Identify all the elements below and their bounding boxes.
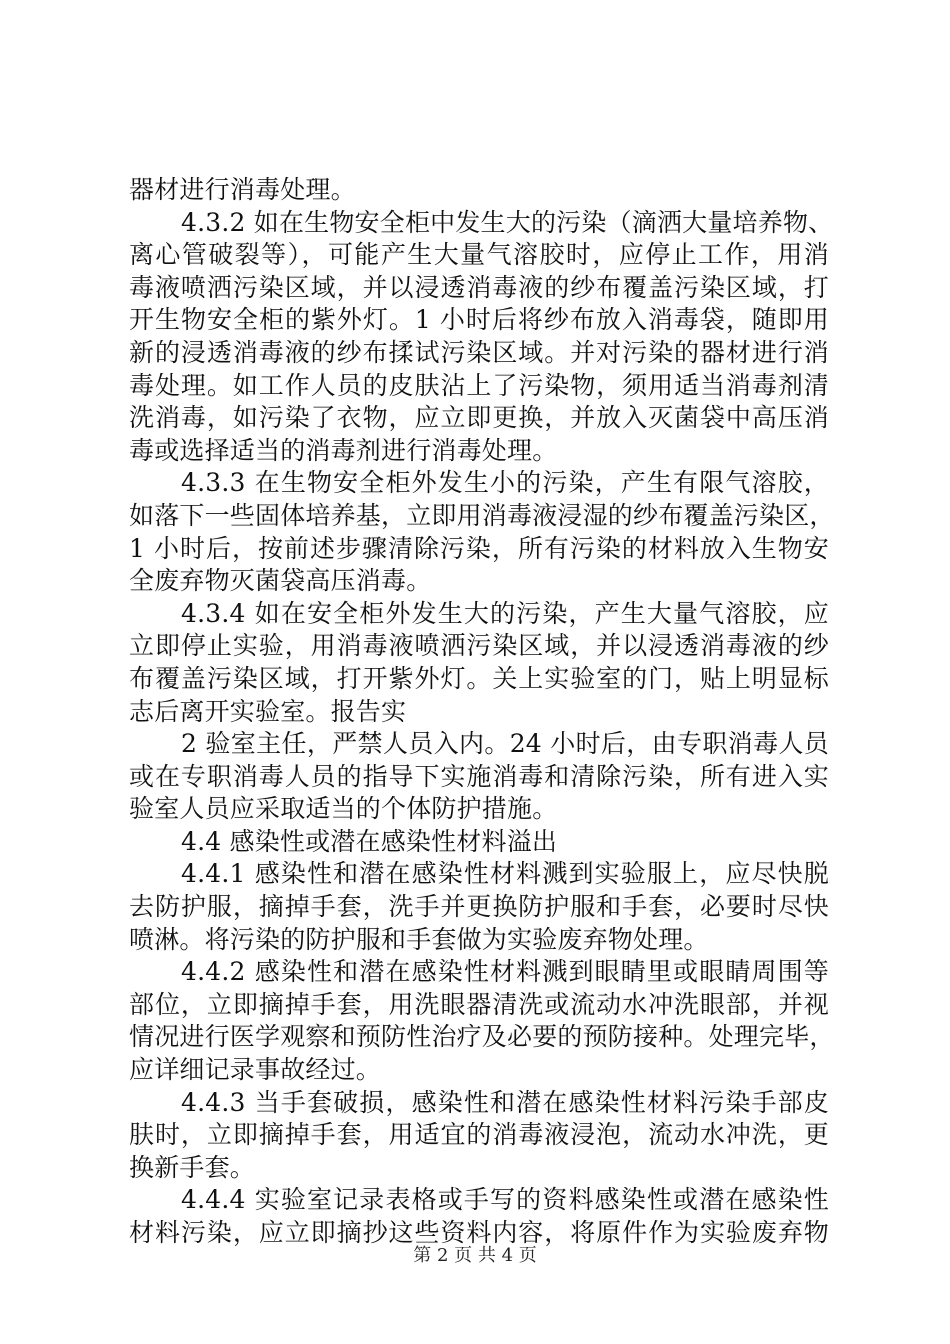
text-line: 4.4 感染性或潜在感染性材料溢出 — [181, 826, 558, 856]
text-line: 情况进行医学观察和预防性治疗及必要的预防接种。处理完毕， — [129, 1022, 835, 1052]
text-line: 验室人员应采取适当的个体防护措施。 — [129, 794, 558, 824]
text-line: 喷淋。将污染的防护服和手套做为实验废弃物处理。 — [129, 924, 709, 954]
text-line: 毒或选择适当的消毒剂进行消毒处理。 — [129, 435, 558, 465]
text-line: 毒液喷洒污染区域，并以浸透消毒液的纱布覆盖污染区域，打 — [129, 272, 829, 302]
text-line: 4.4.2 感染性和潜在感染性材料溅到眼睛里或眼睛周围等 — [181, 957, 829, 987]
text-line: 4.4.4 实验室记录表格或手写的资料感染性或潜在感染性 — [181, 1185, 829, 1215]
text-line: 如落下一些固体培养基，立即用消毒液浸湿的纱布覆盖污染区， — [129, 500, 835, 530]
text-line: 4.4.3 当手套破损，感染性和潜在感染性材料污染手部皮 — [181, 1087, 829, 1117]
text-line: 立即停止实验，用消毒液喷洒污染区域，并以浸透消毒液的纱 — [129, 631, 829, 661]
text-line: 去防护服，摘掉手套，洗手并更换防护服和手套，必要时尽快 — [129, 892, 829, 922]
text-line: 4.3.2 如在生物安全柜中发生大的污染（滴洒大量培养物、 — [181, 207, 834, 237]
text-line: 4.3.3 在生物安全柜外发生小的污染，产生有限气溶胶， — [181, 468, 829, 498]
text-line: 肤时，立即摘掉手套，用适宜的消毒液浸泡，流动水冲洗，更 — [129, 1120, 829, 1150]
text-line: 洗消毒，如污染了衣物，应立即更换，并放入灭菌袋中高压消 — [129, 403, 829, 433]
text-line: 材料污染，应立即摘抄这些资料内容，将原件作为实验废弃物 — [129, 1218, 829, 1247]
text-line: 器材进行消毒处理。 — [129, 175, 356, 204]
text-line: 毒处理。如工作人员的皮肤沾上了污染物，须用适当消毒剂清 — [129, 370, 829, 400]
text-line: 开生物安全柜的紫外灯。1 小时后将纱布放入消毒袋，随即用 — [129, 305, 829, 335]
text-line: 2 验室主任，严禁人员入内。24 小时后，由专职消毒人员 — [181, 729, 829, 759]
text-line: 换新手套。 — [129, 1152, 256, 1182]
document-body — [129, 174, 835, 1250]
text-line: 全废弃物灭菌袋高压消毒。 — [129, 566, 432, 596]
text-line: 4.4.1 感染性和潜在感染性材料溅到实验服上，应尽快脱 — [181, 859, 829, 889]
text-line: 布覆盖污染区域，打开紫外灯。关上实验室的门，贴上明显标 — [129, 663, 829, 693]
text-line: 或在专职消毒人员的指导下实施消毒和清除污染，所有进入实 — [129, 761, 829, 791]
text-line: 志后离开实验室。报告实 — [129, 696, 407, 726]
text-line: 1 小时后，按前述步骤清除污染，所有污染的材料放入生物安 — [129, 533, 829, 563]
text-line: 新的浸透消毒液的纱布揉试污染区域。并对污染的器材进行消 — [129, 337, 829, 367]
text-line: 应详细记录事故经过。 — [129, 1055, 382, 1085]
text-line: 4.3.4 如在安全柜外发生大的污染，产生大量气溶胶，应 — [181, 598, 829, 628]
text-line: 离心管破裂等），可能产生大量气溶胶时，应停止工作，用消 — [129, 240, 829, 270]
text-line: 部位，立即摘掉手套，用洗眼器清洗或流动水冲洗眼部，并视 — [129, 989, 829, 1019]
page-footer: 第 2 页 共 4 页 — [413, 1245, 537, 1266]
